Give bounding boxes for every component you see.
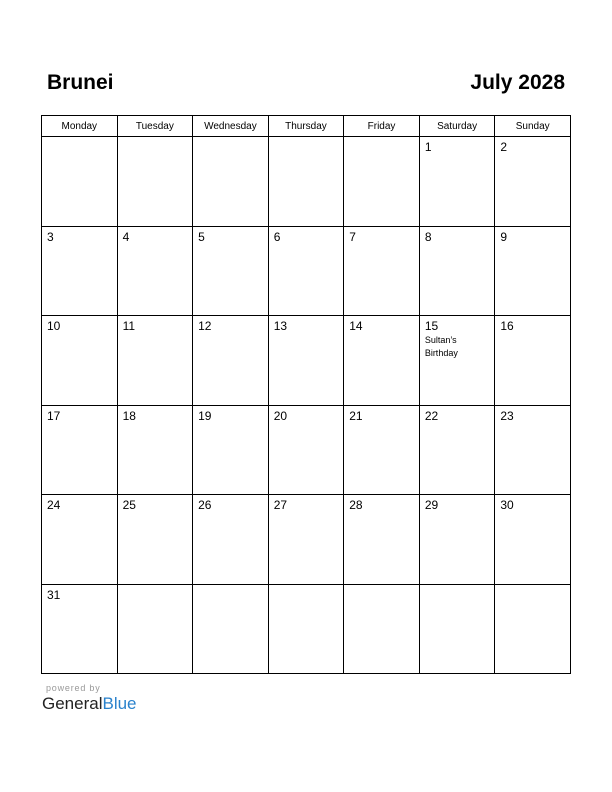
day-number: 11: [122, 319, 136, 333]
day-number: [344, 585, 419, 588]
day-number: 31: [47, 587, 61, 602]
weekday-saturday: Saturday: [419, 116, 495, 137]
day-number: 29: [424, 498, 439, 512]
week-row: [42, 584, 571, 674]
day-cell: [117, 137, 193, 227]
day-number: 22: [424, 408, 439, 423]
day-cell: [42, 137, 118, 227]
day-cell: [193, 405, 269, 495]
weekday-thursday: Thursday: [268, 116, 344, 137]
day-number: 30: [500, 498, 514, 512]
day-number: 16: [500, 319, 514, 333]
day-number: 23: [500, 408, 514, 423]
day-number: [269, 585, 344, 588]
brand-blue-text: Blue: [102, 694, 137, 713]
day-cell: [495, 495, 571, 585]
day-cell: [117, 226, 193, 316]
day-cell: [344, 316, 420, 406]
day-number: 10: [47, 319, 61, 333]
day-cell: [495, 137, 571, 227]
day-cell: [419, 584, 495, 674]
country-title: Brunei: [47, 71, 114, 94]
day-number: 15: [424, 319, 439, 333]
day-cell: [495, 226, 571, 316]
day-number: [495, 585, 570, 588]
day-cell: [268, 584, 344, 674]
day-number: [420, 585, 495, 588]
holiday-label: Sultan’s Birthday: [424, 335, 458, 358]
day-number: [118, 137, 193, 140]
day-cell: [419, 226, 495, 316]
day-cell: [495, 405, 571, 495]
day-number: 9: [500, 229, 508, 244]
day-number: [118, 585, 193, 588]
day-number: [193, 585, 268, 588]
day-cell: [268, 495, 344, 585]
day-cell: [268, 316, 344, 406]
day-cell: [117, 405, 193, 495]
day-number: 14: [349, 319, 363, 333]
day-cell: [344, 137, 420, 227]
day-cell-holiday: [419, 316, 495, 406]
month-year-title: July 2028: [470, 71, 565, 94]
weekday-friday: Friday: [344, 116, 420, 137]
day-number: 19: [198, 408, 212, 423]
day-number: 12: [198, 319, 212, 333]
week-row: [42, 316, 571, 406]
day-number: 1: [424, 140, 432, 154]
day-number: [269, 137, 344, 140]
day-cell: [344, 226, 420, 316]
day-number: 13: [273, 319, 288, 333]
day-number: 5: [198, 229, 205, 244]
day-cell: [193, 584, 269, 674]
weekday-sunday: Sunday: [495, 116, 571, 137]
day-cell: [42, 316, 118, 406]
powered-by-text: powered by: [46, 683, 101, 693]
day-cell: [42, 584, 118, 674]
day-number: [344, 137, 419, 140]
day-number: 28: [349, 498, 363, 512]
day-cell: [117, 316, 193, 406]
day-cell: [419, 137, 495, 227]
day-cell: [268, 405, 344, 495]
day-number: 4: [122, 229, 130, 244]
day-cell: [268, 137, 344, 227]
day-number: 6: [273, 229, 281, 244]
weekday-wednesday: Wednesday: [193, 116, 269, 137]
brand-general-text: General: [42, 694, 103, 713]
day-number: 21: [349, 408, 363, 423]
day-cell: [42, 405, 118, 495]
day-cell: [193, 316, 269, 406]
day-cell: [117, 495, 193, 585]
day-cell: [344, 495, 420, 585]
week-row: [42, 137, 571, 227]
day-number: 17: [47, 408, 61, 423]
day-cell: [344, 584, 420, 674]
weekday-tuesday: Tuesday: [117, 116, 193, 137]
day-cell: [268, 226, 344, 316]
day-cell: [193, 495, 269, 585]
week-row: [42, 495, 571, 585]
day-number: 8: [424, 229, 432, 244]
weekday-monday: Monday: [42, 116, 118, 137]
day-number: 2: [500, 140, 508, 154]
day-number: 18: [122, 408, 136, 423]
day-cell: [193, 137, 269, 227]
day-number: 25: [122, 498, 136, 512]
day-cell: [42, 495, 118, 585]
generalblue-logo[interactable]: [42, 693, 137, 715]
day-number: 7: [349, 229, 356, 244]
day-cell: [495, 584, 571, 674]
day-cell: [42, 226, 118, 316]
day-cell: [419, 405, 495, 495]
day-cell: [495, 316, 571, 406]
week-row: [42, 226, 571, 316]
calendar-grid: [41, 115, 571, 674]
day-number: 27: [273, 498, 288, 512]
day-number: 24: [47, 498, 61, 512]
day-cell: [193, 226, 269, 316]
day-number: [42, 137, 117, 140]
day-cell: [419, 495, 495, 585]
day-number: 3: [47, 229, 54, 244]
weekday-header-row: [42, 116, 571, 137]
day-number: 26: [198, 498, 212, 512]
week-row: [42, 405, 571, 495]
day-number: 20: [273, 408, 288, 423]
day-cell: [117, 584, 193, 674]
day-cell: [344, 405, 420, 495]
day-number: [193, 137, 268, 140]
